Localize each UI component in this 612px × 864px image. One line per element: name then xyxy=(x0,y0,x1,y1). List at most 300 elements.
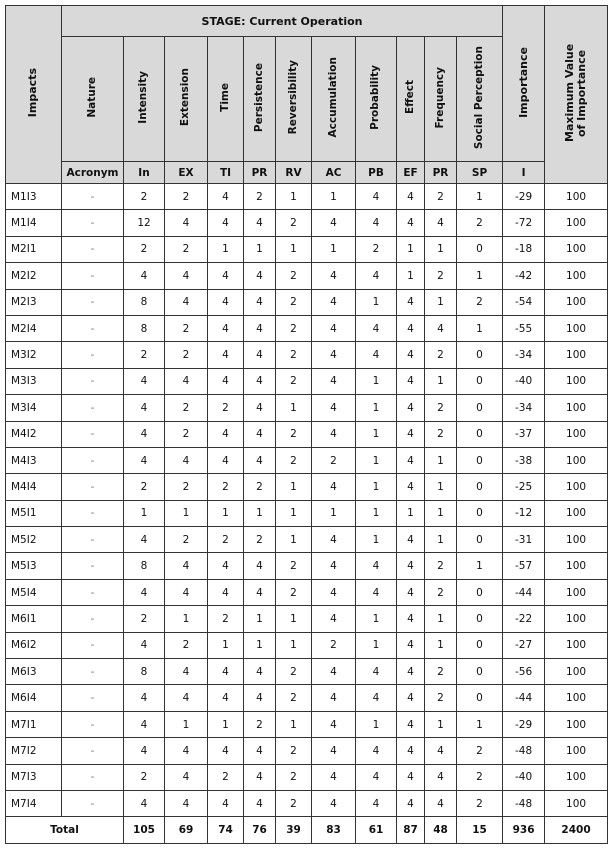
value-cell: 2 xyxy=(276,790,312,816)
value-cell: 1 xyxy=(356,500,397,526)
value-cell: 1 xyxy=(276,474,312,500)
max-value-cell: 100 xyxy=(545,659,608,685)
value-cell: 1 xyxy=(165,500,208,526)
value-cell: 4 xyxy=(244,289,276,315)
value-cell: 2 xyxy=(356,236,397,262)
value-cell: 4 xyxy=(397,421,425,447)
value-cell: 1 xyxy=(356,447,397,473)
impact-id: M7I1 xyxy=(6,711,62,737)
value-cell: 2 xyxy=(276,579,312,605)
value-cell: 4 xyxy=(124,263,165,289)
value-cell: 1 xyxy=(425,527,457,553)
value-cell: 2 xyxy=(124,764,165,790)
value-cell: 1 xyxy=(425,500,457,526)
value-cell: 8 xyxy=(124,315,165,341)
value-cell: 2 xyxy=(124,606,165,632)
value-cell: 0 xyxy=(457,474,503,500)
importance-cell: -37 xyxy=(503,421,545,447)
value-cell: 1 xyxy=(276,500,312,526)
max-value-cell: 100 xyxy=(545,395,608,421)
value-cell: 4 xyxy=(244,395,276,421)
max-value-cell: 100 xyxy=(545,263,608,289)
value-cell: 1 xyxy=(425,606,457,632)
max-value-cell: 100 xyxy=(545,527,608,553)
value-cell: 4 xyxy=(397,315,425,341)
value-cell: 4 xyxy=(165,263,208,289)
impact-id: M2I3 xyxy=(6,289,62,315)
impact-id: M6I1 xyxy=(6,606,62,632)
value-cell: 4 xyxy=(312,606,356,632)
table-row xyxy=(6,632,608,658)
value-cell: 2 xyxy=(165,632,208,658)
value-cell: 4 xyxy=(244,579,276,605)
table-row xyxy=(6,500,608,526)
nature-cell: - xyxy=(62,421,124,447)
value-cell: 4 xyxy=(244,368,276,394)
acronym-cell: Acronym xyxy=(62,162,124,184)
value-cell: 4 xyxy=(356,263,397,289)
value-cell: 4 xyxy=(244,342,276,368)
value-cell: 4 xyxy=(165,579,208,605)
nature-cell: - xyxy=(62,579,124,605)
value-cell: 1 xyxy=(276,527,312,553)
value-cell: 4 xyxy=(208,184,244,210)
nature-cell: - xyxy=(62,447,124,473)
impact-id: M4I4 xyxy=(6,474,62,500)
importance-cell: -40 xyxy=(503,764,545,790)
value-cell: 4 xyxy=(208,738,244,764)
nature-cell: - xyxy=(62,500,124,526)
value-cell: 4 xyxy=(397,579,425,605)
value-cell: 4 xyxy=(124,632,165,658)
nature-cell: - xyxy=(62,764,124,790)
impact-id: M4I3 xyxy=(6,447,62,473)
impact-id: M5I2 xyxy=(6,527,62,553)
value-cell: 4 xyxy=(124,711,165,737)
value-cell: 1 xyxy=(208,500,244,526)
value-cell: 2 xyxy=(425,659,457,685)
value-cell: 4 xyxy=(425,738,457,764)
value-cell: 4 xyxy=(312,738,356,764)
value-cell: 4 xyxy=(356,315,397,341)
value-cell: 4 xyxy=(244,263,276,289)
value-cell: 2 xyxy=(208,527,244,553)
importance-cell: -48 xyxy=(503,738,545,764)
table-row xyxy=(6,395,608,421)
acronym-cell: PR xyxy=(244,162,276,184)
value-cell: 1 xyxy=(165,606,208,632)
table-row xyxy=(6,659,608,685)
value-cell: 4 xyxy=(425,210,457,236)
value-cell: 4 xyxy=(208,263,244,289)
acronym-cell: PR xyxy=(425,162,457,184)
nature-cell: - xyxy=(62,263,124,289)
importance-cell: -55 xyxy=(503,315,545,341)
value-cell: 1 xyxy=(208,236,244,262)
max-value-cell: 100 xyxy=(545,790,608,816)
value-cell: 1 xyxy=(356,474,397,500)
impact-id: M2I2 xyxy=(6,263,62,289)
acronym-cell: EF xyxy=(397,162,425,184)
value-cell: 0 xyxy=(457,447,503,473)
importance-cell: -44 xyxy=(503,579,545,605)
value-cell: 4 xyxy=(397,764,425,790)
value-cell: 2 xyxy=(457,790,503,816)
total-value-cell: 87 xyxy=(397,817,425,844)
value-cell: 2 xyxy=(276,263,312,289)
importance-cell: -54 xyxy=(503,289,545,315)
acronym-cell: AC xyxy=(312,162,356,184)
value-cell: 4 xyxy=(312,395,356,421)
value-cell: 4 xyxy=(397,738,425,764)
impacts-header: Impacts xyxy=(6,6,62,184)
value-cell: 4 xyxy=(312,685,356,711)
value-cell: 4 xyxy=(124,447,165,473)
value-cell: 4 xyxy=(312,527,356,553)
value-cell: 4 xyxy=(312,289,356,315)
value-cell: 1 xyxy=(457,315,503,341)
value-cell: 1 xyxy=(165,711,208,737)
nature-cell: - xyxy=(62,685,124,711)
max-value-cell: 100 xyxy=(545,315,608,341)
value-cell: 2 xyxy=(208,395,244,421)
impact-id: M3I3 xyxy=(6,368,62,394)
value-cell: 1 xyxy=(124,500,165,526)
impact-id: M6I4 xyxy=(6,685,62,711)
value-cell: 4 xyxy=(356,210,397,236)
value-cell: 4 xyxy=(397,210,425,236)
value-cell: 4 xyxy=(397,685,425,711)
table-row xyxy=(6,263,608,289)
acronym-cell: In xyxy=(124,162,165,184)
value-cell: 2 xyxy=(276,342,312,368)
value-cell: 4 xyxy=(124,421,165,447)
importance-cell: -72 xyxy=(503,210,545,236)
value-cell: 2 xyxy=(276,738,312,764)
value-cell: 4 xyxy=(425,315,457,341)
value-cell: 4 xyxy=(165,685,208,711)
acronym-cell: RV xyxy=(276,162,312,184)
value-cell: 4 xyxy=(208,447,244,473)
value-cell: 1 xyxy=(397,263,425,289)
value-cell: 4 xyxy=(208,685,244,711)
value-cell: 4 xyxy=(165,289,208,315)
column-header-10: Social Perception xyxy=(457,37,503,162)
value-cell: 2 xyxy=(165,421,208,447)
max-value-cell: 100 xyxy=(545,579,608,605)
value-cell: 2 xyxy=(276,685,312,711)
value-cell: 4 xyxy=(208,342,244,368)
value-cell: 2 xyxy=(124,474,165,500)
max-value-cell: 100 xyxy=(545,184,608,210)
total-value-cell: 39 xyxy=(276,817,312,844)
value-cell: 1 xyxy=(276,711,312,737)
table-row xyxy=(6,474,608,500)
value-cell: 1 xyxy=(356,527,397,553)
value-cell: 4 xyxy=(165,368,208,394)
total-value-cell: 61 xyxy=(356,817,397,844)
value-cell: 4 xyxy=(244,447,276,473)
value-cell: 2 xyxy=(425,395,457,421)
nature-cell: - xyxy=(62,184,124,210)
value-cell: 4 xyxy=(124,579,165,605)
value-cell: 2 xyxy=(124,184,165,210)
value-cell: 1 xyxy=(276,632,312,658)
importance-cell: -44 xyxy=(503,685,545,711)
column-header-1: Intensity xyxy=(124,37,165,162)
value-cell: 4 xyxy=(208,790,244,816)
value-cell: 1 xyxy=(425,711,457,737)
max-value-cell: 100 xyxy=(545,474,608,500)
nature-cell: - xyxy=(62,738,124,764)
total-value-cell: 48 xyxy=(425,817,457,844)
value-cell: 4 xyxy=(397,790,425,816)
table-row xyxy=(6,421,608,447)
table-row xyxy=(6,210,608,236)
value-cell: 4 xyxy=(244,210,276,236)
value-cell: 0 xyxy=(457,236,503,262)
value-cell: 4 xyxy=(208,579,244,605)
impact-id: M5I1 xyxy=(6,500,62,526)
table-row xyxy=(6,447,608,473)
max-value-cell: 100 xyxy=(545,685,608,711)
value-cell: 0 xyxy=(457,685,503,711)
impact-id: M7I2 xyxy=(6,738,62,764)
column-header-6: Accumulation xyxy=(312,37,356,162)
value-cell: 4 xyxy=(356,553,397,579)
table-row xyxy=(6,184,608,210)
value-cell: 8 xyxy=(124,553,165,579)
value-cell: 1 xyxy=(397,500,425,526)
value-cell: 4 xyxy=(312,421,356,447)
value-cell: 4 xyxy=(312,764,356,790)
max-value-header: Maximum Value of Importance xyxy=(545,6,608,184)
value-cell: 2 xyxy=(276,764,312,790)
value-cell: 0 xyxy=(457,527,503,553)
max-value-cell: 100 xyxy=(545,738,608,764)
importance-cell: -27 xyxy=(503,632,545,658)
table-row xyxy=(6,342,608,368)
value-cell: 4 xyxy=(312,553,356,579)
impact-id: M1I3 xyxy=(6,184,62,210)
value-cell: 4 xyxy=(124,685,165,711)
nature-cell: - xyxy=(62,632,124,658)
value-cell: 1 xyxy=(312,184,356,210)
value-cell: 8 xyxy=(124,289,165,315)
value-cell: 4 xyxy=(397,368,425,394)
value-cell: 4 xyxy=(356,579,397,605)
value-cell: 1 xyxy=(244,500,276,526)
value-cell: 4 xyxy=(165,659,208,685)
column-header-4: Persistence xyxy=(244,37,276,162)
acronym-cell: PB xyxy=(356,162,397,184)
importance-cell: -34 xyxy=(503,342,545,368)
column-header-9: Frequency xyxy=(425,37,457,162)
value-cell: 4 xyxy=(244,659,276,685)
value-cell: 2 xyxy=(425,553,457,579)
value-cell: 4 xyxy=(425,790,457,816)
value-cell: 2 xyxy=(208,764,244,790)
value-cell: 2 xyxy=(165,184,208,210)
value-cell: 4 xyxy=(397,184,425,210)
value-cell: 2 xyxy=(244,474,276,500)
value-cell: 4 xyxy=(312,368,356,394)
value-cell: 4 xyxy=(208,368,244,394)
impact-id: M2I4 xyxy=(6,315,62,341)
table-row xyxy=(6,527,608,553)
importance-cell: -12 xyxy=(503,500,545,526)
value-cell: 4 xyxy=(244,421,276,447)
value-cell: 4 xyxy=(165,553,208,579)
value-cell: 4 xyxy=(312,659,356,685)
nature-cell: - xyxy=(62,289,124,315)
value-cell: 1 xyxy=(276,395,312,421)
nature-cell: - xyxy=(62,474,124,500)
value-cell: 2 xyxy=(425,342,457,368)
value-cell: 4 xyxy=(397,395,425,421)
value-cell: 4 xyxy=(165,790,208,816)
value-cell: 2 xyxy=(457,210,503,236)
value-cell: 1 xyxy=(356,395,397,421)
value-cell: 4 xyxy=(312,790,356,816)
value-cell: 1 xyxy=(312,500,356,526)
column-header-7: Probability xyxy=(356,37,397,162)
value-cell: 4 xyxy=(208,421,244,447)
nature-cell: - xyxy=(62,236,124,262)
value-cell: 1 xyxy=(312,236,356,262)
value-cell: 2 xyxy=(124,342,165,368)
value-cell: 2 xyxy=(312,632,356,658)
importance-cell: -57 xyxy=(503,553,545,579)
value-cell: 1 xyxy=(356,289,397,315)
importance-cell: -38 xyxy=(503,447,545,473)
importance-header: Importance xyxy=(503,6,545,162)
value-cell: 1 xyxy=(356,632,397,658)
value-cell: 4 xyxy=(165,210,208,236)
impact-id: M5I3 xyxy=(6,553,62,579)
total-value-cell: 74 xyxy=(208,817,244,844)
value-cell: 4 xyxy=(397,632,425,658)
value-cell: 4 xyxy=(124,368,165,394)
value-cell: 2 xyxy=(425,421,457,447)
value-cell: 4 xyxy=(124,738,165,764)
value-cell: 2 xyxy=(165,474,208,500)
value-cell: 4 xyxy=(397,711,425,737)
importance-cell: -42 xyxy=(503,263,545,289)
value-cell: 4 xyxy=(244,790,276,816)
table-row xyxy=(6,764,608,790)
value-cell: 2 xyxy=(276,289,312,315)
value-cell: 8 xyxy=(124,659,165,685)
value-cell: 4 xyxy=(208,315,244,341)
importance-cell: -56 xyxy=(503,659,545,685)
value-cell: 4 xyxy=(312,474,356,500)
value-cell: 1 xyxy=(425,632,457,658)
total-value-cell: 69 xyxy=(165,817,208,844)
total-importance: 936 xyxy=(503,817,545,844)
value-cell: 2 xyxy=(208,606,244,632)
value-cell: 2 xyxy=(457,738,503,764)
column-header-0: Nature xyxy=(62,37,124,162)
max-value-cell: 100 xyxy=(545,421,608,447)
value-cell: 1 xyxy=(276,236,312,262)
table-row xyxy=(6,790,608,816)
value-cell: 0 xyxy=(457,368,503,394)
total-value-cell: 83 xyxy=(312,817,356,844)
value-cell: 2 xyxy=(165,395,208,421)
max-value-cell: 100 xyxy=(545,764,608,790)
importance-cell: -25 xyxy=(503,474,545,500)
table-row xyxy=(6,289,608,315)
value-cell: 2 xyxy=(425,184,457,210)
nature-cell: - xyxy=(62,368,124,394)
impact-assessment-table xyxy=(5,5,608,844)
value-cell: 2 xyxy=(457,764,503,790)
value-cell: 1 xyxy=(244,236,276,262)
value-cell: 1 xyxy=(208,632,244,658)
importance-cell: -48 xyxy=(503,790,545,816)
max-value-cell: 100 xyxy=(545,368,608,394)
value-cell: 2 xyxy=(425,685,457,711)
value-cell: 4 xyxy=(244,764,276,790)
value-cell: 2 xyxy=(124,236,165,262)
value-cell: 1 xyxy=(244,606,276,632)
value-cell: 1 xyxy=(425,289,457,315)
value-cell: 4 xyxy=(244,553,276,579)
value-cell: 1 xyxy=(425,368,457,394)
value-cell: 1 xyxy=(356,368,397,394)
value-cell: 4 xyxy=(397,553,425,579)
value-cell: 4 xyxy=(208,210,244,236)
table-row xyxy=(6,579,608,605)
table-row xyxy=(6,236,608,262)
value-cell: 0 xyxy=(457,606,503,632)
value-cell: 4 xyxy=(312,342,356,368)
acronym-cell: EX xyxy=(165,162,208,184)
value-cell: 0 xyxy=(457,395,503,421)
max-value-cell: 100 xyxy=(545,711,608,737)
acronym-cell: TI xyxy=(208,162,244,184)
value-cell: 2 xyxy=(165,527,208,553)
value-cell: 4 xyxy=(356,659,397,685)
max-value-cell: 100 xyxy=(545,500,608,526)
value-cell: 2 xyxy=(276,315,312,341)
importance-cell: -22 xyxy=(503,606,545,632)
value-cell: 4 xyxy=(356,738,397,764)
max-value-cell: 100 xyxy=(545,289,608,315)
value-cell: 4 xyxy=(165,447,208,473)
value-cell: 4 xyxy=(208,659,244,685)
max-value-cell: 100 xyxy=(545,632,608,658)
value-cell: 0 xyxy=(457,579,503,605)
impact-assessment-table-container xyxy=(5,5,608,844)
value-cell: 4 xyxy=(165,764,208,790)
value-cell: 2 xyxy=(457,289,503,315)
importance-cell: -31 xyxy=(503,527,545,553)
value-cell: 4 xyxy=(244,685,276,711)
impact-id: M4I2 xyxy=(6,421,62,447)
total-value-cell: 105 xyxy=(124,817,165,844)
value-cell: 4 xyxy=(312,579,356,605)
importance-cell: -29 xyxy=(503,711,545,737)
stage-header: STAGE: Current Operation xyxy=(62,6,503,37)
value-cell: 2 xyxy=(244,711,276,737)
value-cell: 4 xyxy=(312,263,356,289)
value-cell: 1 xyxy=(244,632,276,658)
nature-cell: - xyxy=(62,315,124,341)
value-cell: 2 xyxy=(276,421,312,447)
value-cell: 4 xyxy=(312,711,356,737)
